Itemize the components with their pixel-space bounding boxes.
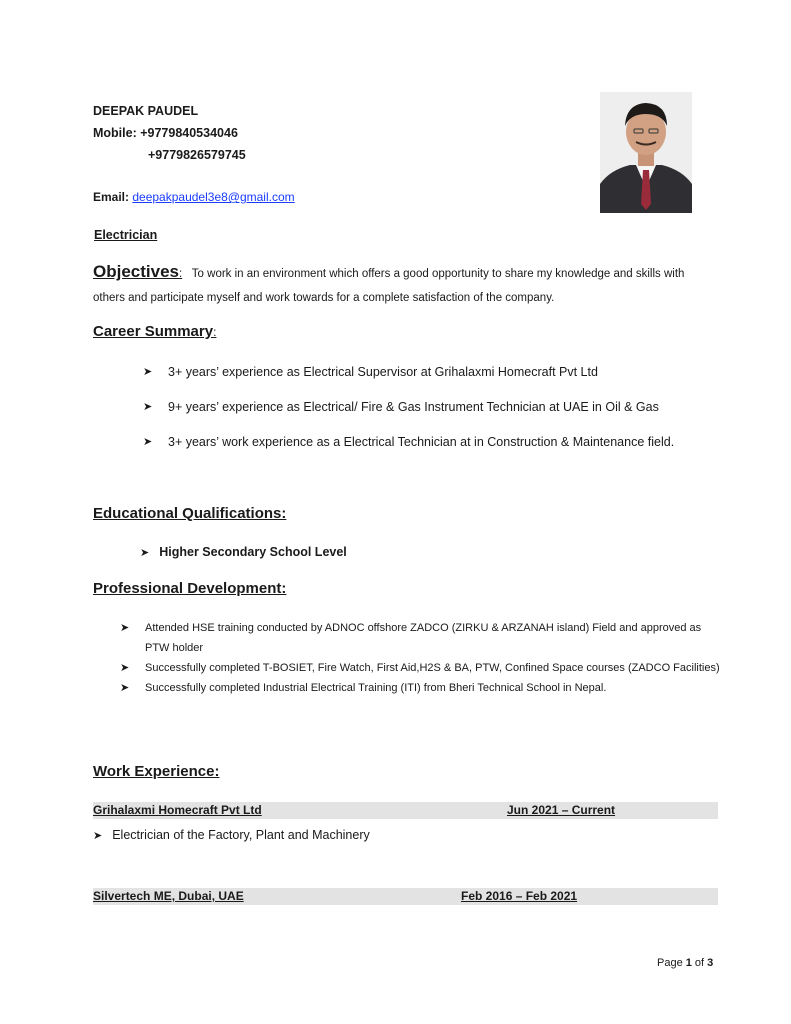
profile-photo-image bbox=[600, 92, 692, 213]
mobile-number-2: +9779826579745 bbox=[148, 148, 246, 162]
page-number bbox=[657, 957, 713, 969]
career-summary-item: 3+ years’ work experience as a Electrical Technician at in Construction & Maintenance field. bbox=[168, 435, 675, 449]
profile-photo bbox=[600, 92, 692, 213]
arrowhead-bullet-icon: ➤ bbox=[120, 682, 130, 694]
career-summary-list bbox=[143, 363, 718, 468]
professional-development-list bbox=[120, 618, 720, 698]
candidate-name: DEEPAK PAUDEL bbox=[93, 104, 199, 118]
email-link[interactable]: deepakpaudel3e8@gmail.com bbox=[132, 190, 295, 204]
arrowhead-bullet-icon: ➤ bbox=[143, 401, 153, 413]
education-item bbox=[140, 545, 347, 559]
list-item bbox=[143, 398, 718, 416]
job-period: Jun 2021 – Current bbox=[507, 803, 616, 817]
objectives-colon: : bbox=[179, 268, 183, 280]
job-period: Feb 2016 – Feb 2021 bbox=[461, 889, 578, 903]
work-experience-heading: Work Experience: bbox=[93, 763, 220, 780]
page-of: of bbox=[691, 957, 708, 969]
job-company: Grihalaxmi Homecraft Pvt Ltd bbox=[93, 803, 262, 817]
arrowhead-bullet-icon: ➤ bbox=[120, 622, 130, 634]
list-item bbox=[143, 363, 718, 381]
objectives-text: To work in an environment which offers a good opportunity to share my knowledge and skills with others and participate myself and work towards for a complete satisfaction of the company. bbox=[93, 268, 685, 304]
objectives-section bbox=[93, 260, 718, 310]
list-item bbox=[143, 433, 718, 451]
arrowhead-bullet-icon: ➤ bbox=[143, 436, 153, 448]
job-duty-text: Electrician of the Factory, Plant and Machinery bbox=[112, 828, 370, 842]
education-heading: Educational Qualifications: bbox=[93, 505, 287, 522]
job-company: Silvertech ME, Dubai, UAE bbox=[93, 889, 244, 903]
email-label: Email: bbox=[93, 190, 130, 204]
page-current: 1 bbox=[685, 957, 692, 969]
arrowhead-bullet-icon: ➤ bbox=[120, 662, 130, 674]
career-summary-colon: : bbox=[213, 325, 217, 339]
arrowhead-bullet-icon: ➤ bbox=[143, 366, 153, 378]
job-title: Electrician bbox=[94, 228, 158, 242]
list-item bbox=[120, 658, 720, 678]
pd-item-text: Attended HSE training conducted by ADNOC offshore ZADCO (ZIRKU & ARZANAH island) Field and approved as PTW holder bbox=[145, 622, 702, 654]
page-label: Page bbox=[657, 957, 686, 969]
list-item bbox=[120, 678, 720, 698]
email-line bbox=[93, 190, 295, 204]
arrowhead-bullet-icon: ➤ bbox=[140, 547, 150, 559]
job-row bbox=[93, 802, 718, 819]
career-summary-item: 9+ years’ experience as Electrical/ Fire & Gas Instrument Technician at UAE in Oil & Gas bbox=[168, 400, 659, 414]
mobile-label: Mobile: bbox=[93, 126, 141, 140]
pd-item-text: Successfully completed Industrial Electrical Training (ITI) from Bheri Technical School in Nepal. bbox=[145, 682, 607, 694]
pd-item-text: Successfully completed T-BOSIET, Fire Watch, First Aid,H2S & BA, PTW, Confined Space courses (ZADCO Facilities) bbox=[145, 662, 720, 674]
mobile-number-1: +9779840534046 bbox=[140, 126, 238, 140]
objectives-heading: Objectives bbox=[93, 262, 179, 281]
arrowhead-bullet-icon: ➤ bbox=[93, 830, 103, 842]
education-item-label: Higher Secondary School Level bbox=[159, 545, 347, 559]
professional-development-heading: Professional Development: bbox=[93, 580, 287, 597]
career-summary-heading bbox=[93, 323, 216, 340]
list-item bbox=[120, 618, 720, 658]
job-duty bbox=[93, 828, 370, 842]
job-row bbox=[93, 888, 718, 905]
mobile-line-1 bbox=[93, 126, 238, 140]
page-total: 3 bbox=[707, 957, 714, 969]
career-summary-item: 3+ years’ experience as Electrical Supervisor at Grihalaxmi Homecraft Pvt Ltd bbox=[168, 365, 598, 379]
career-summary-title: Career Summary bbox=[93, 323, 214, 340]
